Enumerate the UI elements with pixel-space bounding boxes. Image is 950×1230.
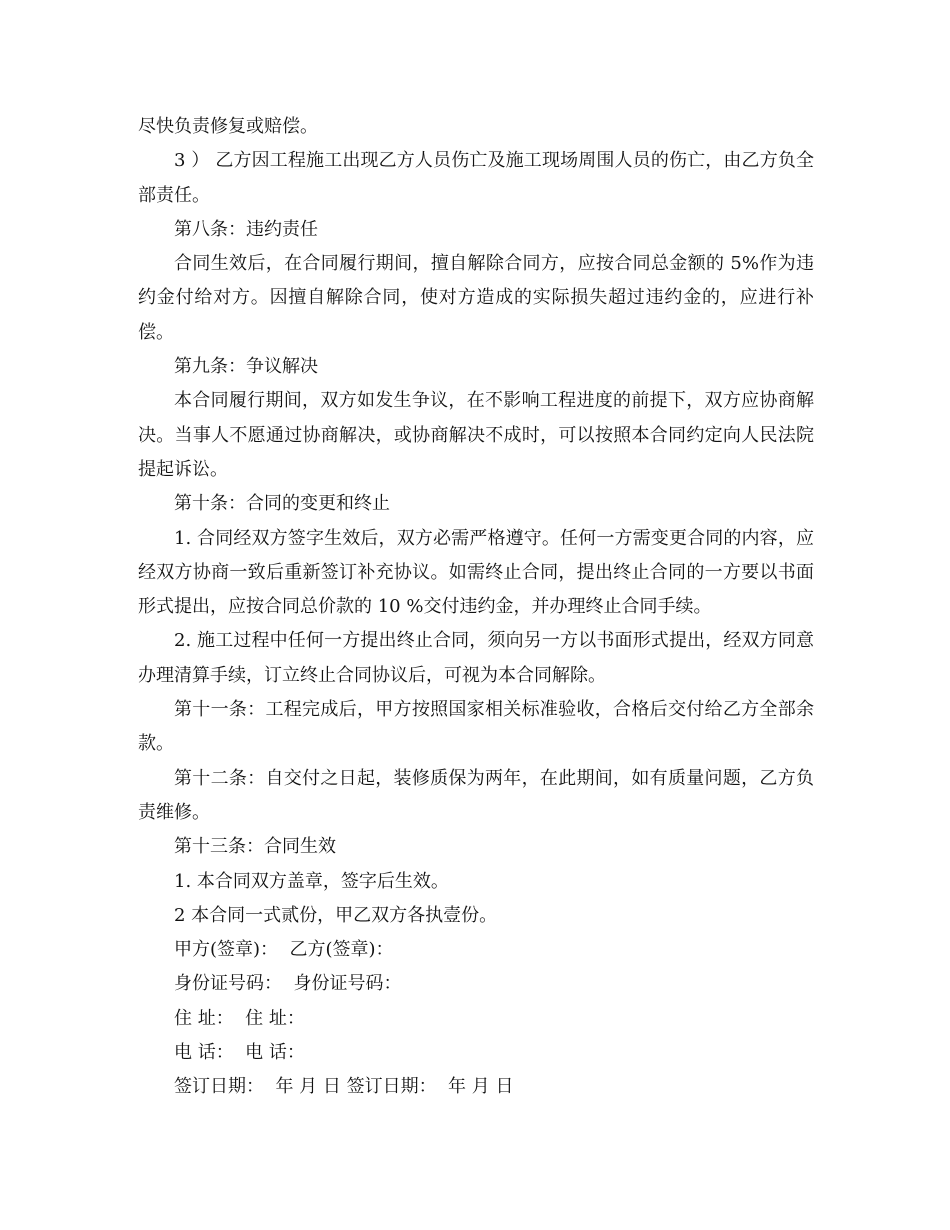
heading-article-9: 第九条：争议解决: [174, 356, 318, 378]
paragraph-dispute-resolution: 本合同履行期间，双方如发生争议，在不影响工程进度的前提下，双方应协商解决。当事人不愿通过协商解决，或协商解决不成时，可以按照本合同约定向人民法院提起诉讼。: [138, 390, 814, 480]
paragraph-effective-1: 1. 本合同双方盖章，签字后生效。: [174, 870, 449, 892]
paragraph-change-termination-2: 2. 施工过程中任何一方提出终止合同，须向另一方以书面形式提出，经双方同意办理清算手续，订立终止合同协议后，可视为本合同解除。: [138, 630, 814, 686]
paragraph-breach-penalty: 合同生效后，在合同履行期间，擅自解除合同方，应按合同总金额的 5%作为违约金付给对方。因擅自解除合同，使对方造成的实际损失超过违约金的，应进行补偿。: [138, 253, 814, 343]
heading-article-13: 第十三条：合同生效: [174, 836, 336, 858]
paragraph-change-termination-1: 1. 合同经双方签字生效后，双方必需严格遵守。任何一方需变更合同的内容，应经双方协商一致后重新签订补充协议。如需终止合同，提出终止合同的一方要以书面形式提出，应按合同总价款的 10 %交付违约金，并办理终止合同手续。: [138, 527, 814, 618]
signature-line-parties: 甲方(签章)： 乙方(签章)：: [174, 939, 394, 961]
paragraph-effective-2: 2 本合同一式贰份，甲乙双方各执壹份。: [174, 904, 498, 926]
signature-line-date: 签订日期： 年 月 日 签订日期： 年 月 日: [174, 1076, 514, 1098]
signature-line-phone: 电 话： 电 话：: [174, 1042, 305, 1064]
heading-article-10: 第十条：合同的变更和终止: [174, 493, 390, 515]
signature-line-id-number: 身份证号码： 身份证号码：: [174, 973, 402, 995]
paragraph-injury-liability: 3 ） 乙方因工程施工出现乙方人员伤亡及施工现场周围人员的伤亡，由乙方负全部责任。: [138, 150, 814, 206]
paragraph-article-11: 第十一条：工程完成后，甲方按照国家相关标准验收，合格后交付给乙方全部余款。: [138, 699, 814, 755]
paragraph-repair-compensation: 尽快负责修复或赔偿。: [138, 116, 318, 137]
paragraph-article-12: 第十二条：自交付之日起，装修质保为两年，在此期间，如有质量问题，乙方负责维修。: [138, 767, 814, 823]
signature-line-address: 住 址： 住 址：: [174, 1007, 305, 1029]
heading-article-8: 第八条：违约责任: [174, 218, 318, 240]
contract-text: [138, 110, 814, 1105]
